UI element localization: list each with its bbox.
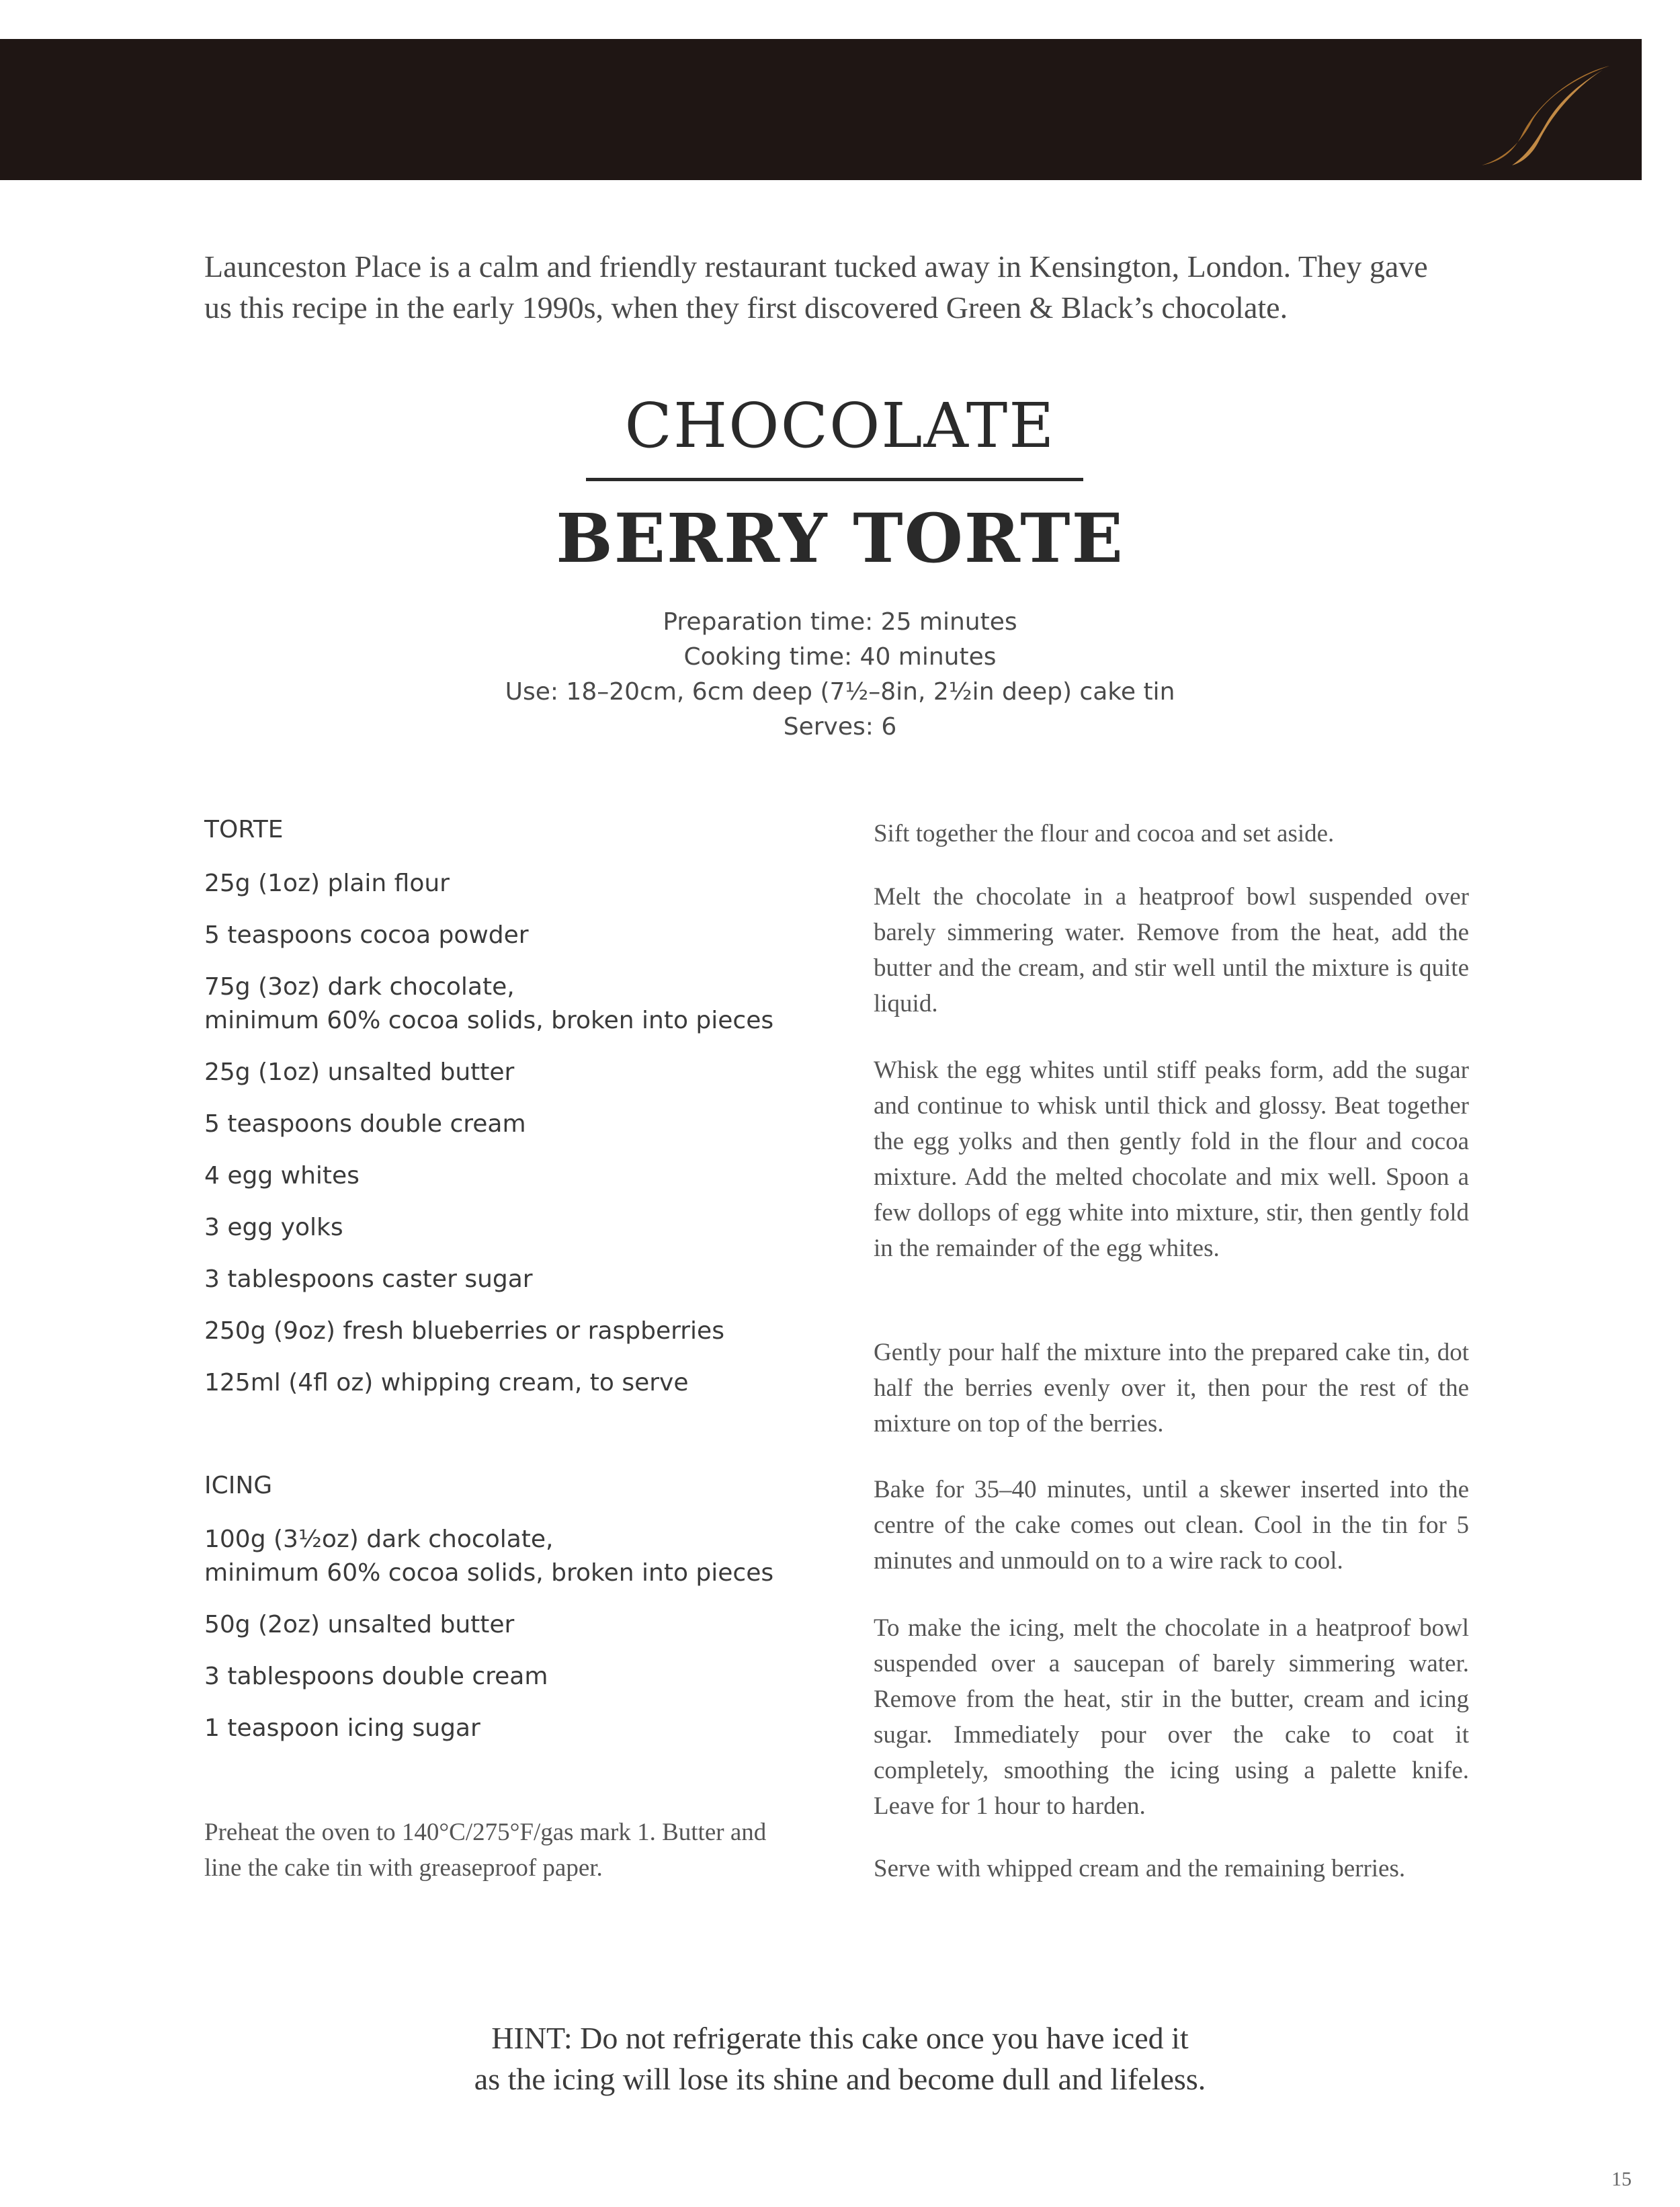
ingredient-item: 3 tablespoons double cream <box>204 1663 548 1690</box>
method-step: Serve with whipped cream and the remaining berries. <box>874 1855 1406 1882</box>
title-divider <box>586 478 1083 481</box>
cooking-time: Cooking time: 40 minutes <box>683 643 997 671</box>
method-step: Whisk the egg whites until stiff peaks form, add the sugar and continue to whisk until thick and glossy. Beat together the egg yolks and then gently fold in the flour and cocoa mixture. Add the melted chocolate and mix well. Spoon a few dollops of egg white into mixture, stir, then gently fold in the remainder of the egg whites. <box>874 1056 1469 1262</box>
method-step: Gently pour half the mixture into the prepared cake tin, dot half the berries evenly over it, then pour the rest of the mixture on top of the berries. <box>874 1339 1469 1438</box>
ingredient-item: 25g (1oz) unsalted butter <box>204 1058 515 1086</box>
ingredient-item: 4 egg whites <box>204 1162 360 1190</box>
ingredient-item: 1 teaspoon icing sugar <box>204 1714 480 1742</box>
recipe-title-line2: BERRY TORTE <box>556 499 1124 578</box>
ingredient-item: 75g (3oz) dark chocolate, <box>204 973 515 1001</box>
leaf-logo-icon <box>1475 60 1616 168</box>
intro-line: Launceston Place is a calm and friendly restaurant tucked away in Kensington, London. They gave <box>204 249 1428 284</box>
hint-line: as the icing will lose its shine and become dull and lifeless. <box>474 2062 1206 2096</box>
page-number: 15 <box>1611 2168 1632 2190</box>
prep-time: Preparation time: 25 minutes <box>663 608 1017 636</box>
ingredient-item: 5 teaspoons double cream <box>204 1110 526 1138</box>
ingredient-item: minimum 60% cocoa solids, broken into pieces <box>204 1007 774 1034</box>
method-step: Bake for 35–40 minutes, until a skewer inserted into the centre of the cake comes out clean. Cool in the tin for 5 minutes and unmould on to a wire rack to cool. <box>874 1476 1469 1575</box>
intro-line: us this recipe in the early 1990s, when they first discovered Green & Black’s chocolate. <box>204 290 1288 325</box>
method-step: Melt the chocolate in a heatproof bowl suspended over barely simmering water. Remove from the heat, add the butter and the cream, and stir well until the mixture is quite liquid. <box>874 883 1469 1017</box>
method-step: To make the icing, melt the chocolate in a heatproof bowl suspended over a saucepan of barely simmering water. Remove from the heat, stir in the butter, cream and icing sugar. Immediately pour over the cake to coat it completely, smoothing the icing using a palette knife. Leave for 1 hour to harden. <box>874 1614 1469 1820</box>
ingredient-item: 100g (3½oz) dark chocolate, <box>204 1526 554 1553</box>
ingredient-item: 3 egg yolks <box>204 1214 343 1241</box>
tin-size: Use: 18–20cm, 6cm deep (7½–8in, 2½in deep) cake tin <box>505 678 1175 706</box>
recipe-title-line1: CHOCOLATE <box>624 390 1056 462</box>
ingredient-item: minimum 60% cocoa solids, broken into pieces <box>204 1559 774 1587</box>
ingredient-item: 125ml (4fl oz) whipping cream, to serve <box>204 1369 689 1397</box>
ingredient-item: 3 tablespoons caster sugar <box>204 1265 533 1293</box>
torte-heading: TORTE <box>204 816 284 843</box>
serves: Serves: 6 <box>783 713 897 741</box>
icing-heading: ICING <box>204 1472 273 1499</box>
preheat-note: Preheat the oven to 140°C/275°F/gas mark 1. Butter and line the cake tin with greaseproof paper. <box>204 1819 767 1882</box>
ingredient-item: 250g (9oz) fresh blueberries or raspberries <box>204 1317 724 1345</box>
ingredient-item: 25g (1oz) plain flour <box>204 870 450 897</box>
ingredient-item: 5 teaspoons cocoa powder <box>204 921 529 949</box>
hint-line: HINT: Do not refrigerate this cake once you have iced it <box>491 2021 1189 2055</box>
intro-paragraph <box>204 246 1481 328</box>
ingredient-item: 50g (2oz) unsalted butter <box>204 1611 515 1638</box>
recipe-meta <box>0 605 1680 745</box>
method-step: Sift together the flour and cocoa and set aside. <box>874 820 1335 847</box>
header-banner <box>0 39 1642 180</box>
hint-box <box>0 2017 1680 2099</box>
